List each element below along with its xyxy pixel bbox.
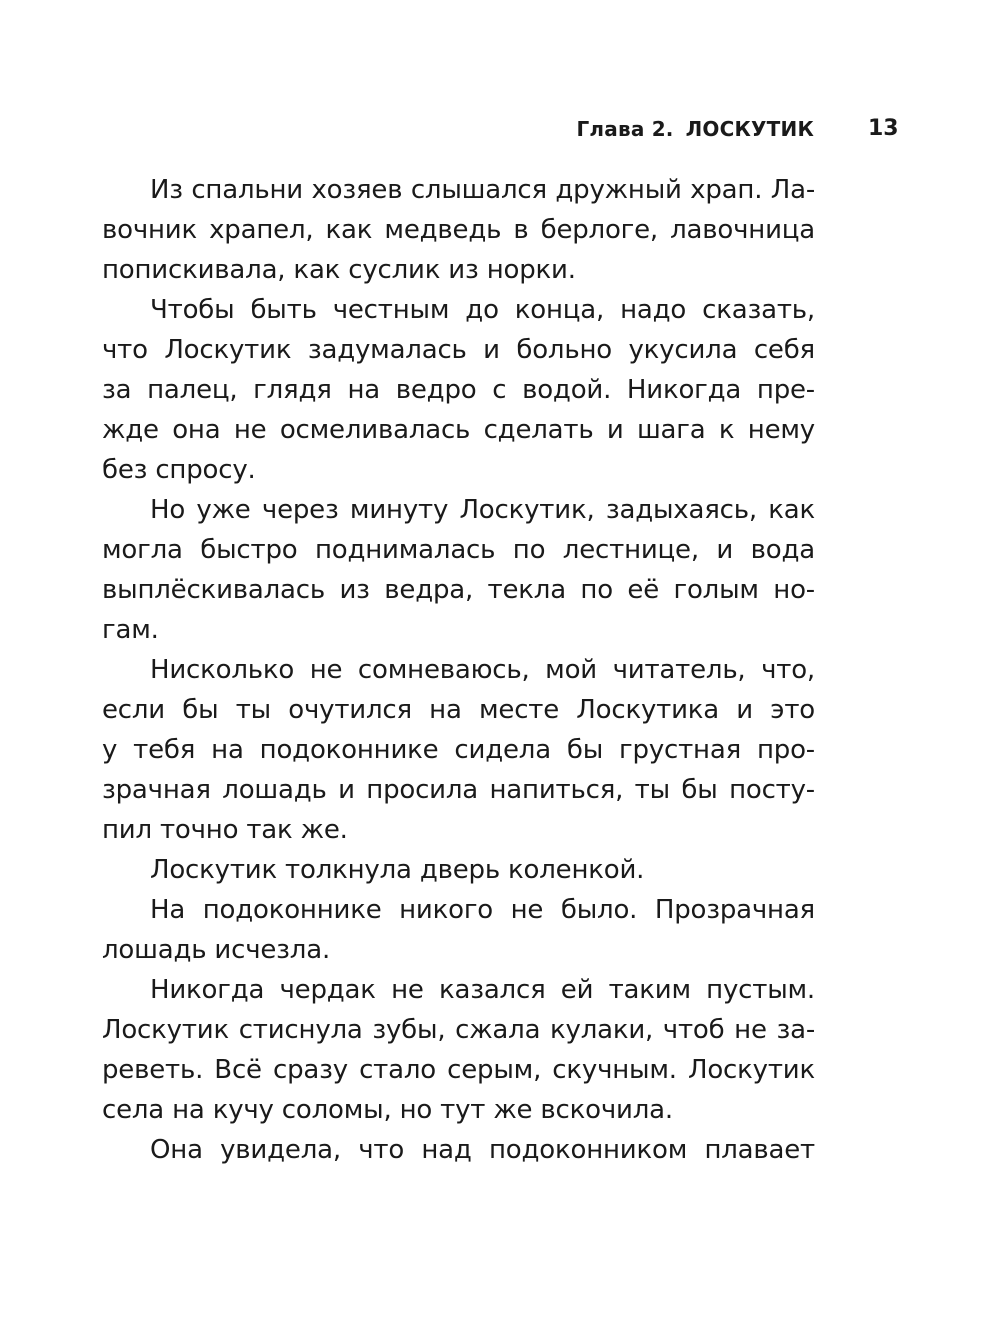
text-line: Никогда чердак не казался ей таким пустым. [150,975,815,1005]
text-line: пил точно так же. [102,815,348,845]
paragraph [102,890,815,970]
text-line: Но уже через минуту Лоскутик, задыхаясь, как [150,495,815,525]
text-line: жде она не осмеливалась сделать и шага к нему [102,415,815,445]
running-head [576,117,814,141]
paragraph [102,290,815,490]
text-line: что Лоскутик задумалась и больно укусила себя [102,335,815,365]
paragraph [102,490,815,650]
text-line: за палец, глядя на ведро с водой. Никогда пре- [102,375,815,405]
text-line: лошадь исчезла. [102,935,331,965]
text-line: если бы ты очутился на месте Лоскутика и это [102,695,815,725]
text-line: Лоскутик стиснула зубы, сжала кулаки, чтоб не за- [102,1015,815,1045]
text-line: Она увидела, что над подоконником плавает [150,1135,815,1165]
text-line: выплёскивалась из ведра, текла по её голым но- [102,575,815,605]
text-line: Лоскутик толкнула дверь коленкой. [150,855,645,885]
paragraph [102,850,815,890]
text-line: вочник храпел, как медведь в берлоге, лавочница [102,215,815,245]
text-line: могла быстро поднималась по лестнице, и вода [102,535,815,565]
chapter-title: ЛОСКУТИК [685,117,814,141]
text-line: села на кучу соломы, но тут же вскочила. [102,1095,673,1125]
text-line: На подоконнике никого не было. Прозрачная [150,895,815,925]
text-line: зрачная лошадь и просила напиться, ты бы посту- [102,775,815,805]
paragraph [102,170,815,290]
paragraph [102,650,815,850]
text-line: гам. [102,615,159,645]
paragraph [102,970,815,1130]
text-line: Чтобы быть честным до конца, надо сказать, [150,295,815,325]
page-number: 13 [868,116,899,141]
text-line: попискивала, как суслик из норки. [102,255,576,285]
text-line: реветь. Всё сразу стало серым, скучным. Лоскутик [102,1055,815,1085]
text-line: Из спальни хозяев слышался дружный храп. Ла- [150,175,815,205]
chapter-label: Глава 2. [576,117,674,141]
text-line: у тебя на подоконнике сидела бы грустная про- [102,735,815,765]
body-text [102,170,815,1170]
paragraph [102,1130,815,1170]
text-line: без спросу. [102,455,256,485]
text-line: Нисколько не сомневаюсь, мой читатель, что, [150,655,815,685]
